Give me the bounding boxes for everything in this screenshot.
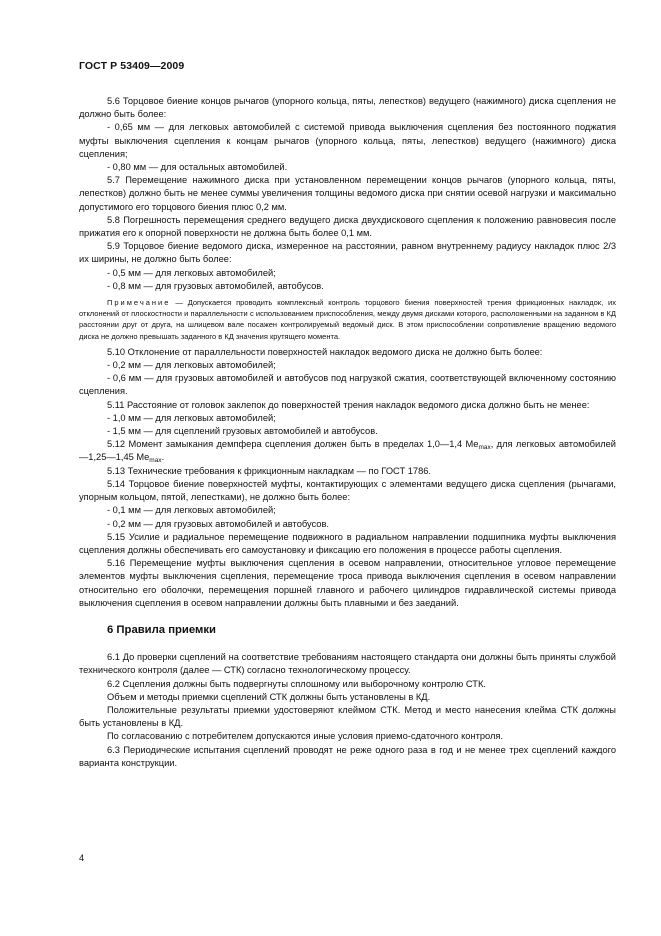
paragraph-5-10: 5.10 Отклонение от параллельности поверхностей накладок ведомого диска не должно быть более: <box>107 346 543 357</box>
note <box>79 297 616 342</box>
paragraph-6-2b: Объем и методы приемки сцеплений СТК должны быть установлены в КД. <box>107 691 431 702</box>
page-number: 4 <box>79 853 85 863</box>
paragraph-6-2: 6.2 Сцепления должны быть подвергнуты сплошному или выборочному контролю СТК. <box>107 678 486 689</box>
section-heading: 6 Правила приемки <box>107 623 216 636</box>
document-header: ГОСТ Р 53409—2009 <box>79 60 185 72</box>
paragraph-5-14: 5.14 Торцовое биение поверхностей муфты, контактирующих с элементами ведущего диска сцепления (рычагами, упорным кольцом, пятой, лепестками), не должно быть более: <box>79 478 616 503</box>
note-label: Примечание <box>107 298 171 308</box>
paragraph-5-8: 5.8 Погрешность перемещения среднего ведущего диска двухдискового сцепления к положению равновесия после прижатия его к опорной поверхности не должна быть более 0,1 мм. <box>79 214 616 239</box>
list-item: - 0,6 мм — для грузовых автомобилей и автобусов под нагрузкой сжатия, соответствующей включенному состоянию сцепления. <box>79 373 616 397</box>
paragraph-5-6: 5.6 Торцовое биение концов рычагов (упорного кольца, пяты, лепестков) ведущего (нажимного) диска сцепления не должно быть более: <box>79 96 616 120</box>
paragraph-5-12: 5.12 Момент замыкания демпфера сцепления должен быть в пределах 1,0—1,4 $Me_{max}$, для легковых автомобилей —1,25—1,45 $Me_{max}$. <box>79 439 616 465</box>
list-item: - 0,5 мм — для легковых автомобилей; <box>107 267 276 278</box>
list-item: - 0,80 мм — для остальных автомобилей. <box>107 162 288 173</box>
paragraph-5-7: 5.7 Перемещение нажимного диска при установленном перемещении концов рычагов (упорного кольца, пяты, лепестков) должно быть не менее суммы увеличения толщины ведомого диска при снятии осевой нагрузки и максимально допустимого его торцового биения плюс 0,2 мм. <box>79 175 616 212</box>
list-item: - 0,2 мм — для грузовых автомобилей и автобусов. <box>107 518 329 529</box>
paragraph-5-15: 5.15 Усилие и радиальное перемещение подвижного в радиальном направлении подшипника муфты выключения сцепления должны обеспечивать его самоустановку и фиксацию его положения в процессе работы сцепления. <box>79 531 616 555</box>
list-item: - 0,65 мм — для легковых автомобилей с системой привода выключения сцепления без постоянного поджатия муфты выключения сцепления к концам рычагов (упорного кольца, пяты, лепестков) ведущего (нажимного) диска сцепления; <box>79 122 616 159</box>
note-text: — Допускается проводить комплексный контроль торцового биения поверхностей трения фрикционных накладок, их отклонений от плоскостности и параллельности с использованием приспособления, между двумя дисками которого, расположенными на заданном в КД расстоянии друг от друга, на шлицевом вале посажен контролируемый ведомый диск. В этом приспособлении сопротивление вращению ведомого диска не должно превышать заданного в КД значения крутящего момента. <box>79 298 616 341</box>
paragraph-6-1: 6.1 До проверки сцеплений на соответствие требованиям настоящего стандарта они должны быть приняты службой технического контроля (далее — СТК) согласно технологическому процессу. <box>79 652 616 676</box>
document-body <box>79 95 616 770</box>
paragraph-5-11: 5.11 Расстояние от головок заклепок до поверхностей трения накладок ведомого диска должно быть не менее: <box>107 399 590 410</box>
list-item: - 1,0 мм — для легковых автомобилей; <box>107 412 276 423</box>
list-item: - 0,1 мм — для легковых автомобилей; <box>107 505 276 516</box>
paragraph-5-13: 5.13 Технические требования к фрикционным накладкам — по ГОСТ 1786. <box>107 465 431 476</box>
list-item: - 1,5 мм — для сцеплений грузовых автомобилей и автобусов. <box>107 426 378 437</box>
paragraph-6-2d: По согласованию с потребителем допускаются иные условия приемо-сдаточного контроля. <box>107 731 504 742</box>
paragraph-6-3: 6.3 Периодические испытания сцеплений проводят не реже одного раза в год и не менее трех сцеплений каждого варианта конструкции. <box>79 744 616 768</box>
paragraph-5-16: 5.16 Перемещение муфты выключения сцепления в осевом направлении, относительное угловое перемещение элементов муфты выключения сцепления, перемещение троса привода выключения сцепления в осевом направлении относительно его оболочки, перемещения поршней главного и рабочего цилиндров гидравлической системы привода выключения сцепления в осевом направлении должны быть плавными и без заеданий. <box>79 558 616 608</box>
paragraph-6-2c: Положительные результаты приемки удостоверяют клеймом СТК. Метод и место нанесения клейма СТК должны быть установлены в КД. <box>79 704 616 729</box>
list-item: - 0,8 мм — для грузовых автомобилей, автобусов. <box>107 280 324 291</box>
paragraph-5-9: 5.9 Торцовое биение ведомого диска, измеренное на расстоянии, равном внутреннему радиусу накладок плюс 2/3 их ширины, не должно быть более: <box>79 241 616 265</box>
list-item: - 0,2 мм — для легковых автомобилей; <box>107 360 276 371</box>
